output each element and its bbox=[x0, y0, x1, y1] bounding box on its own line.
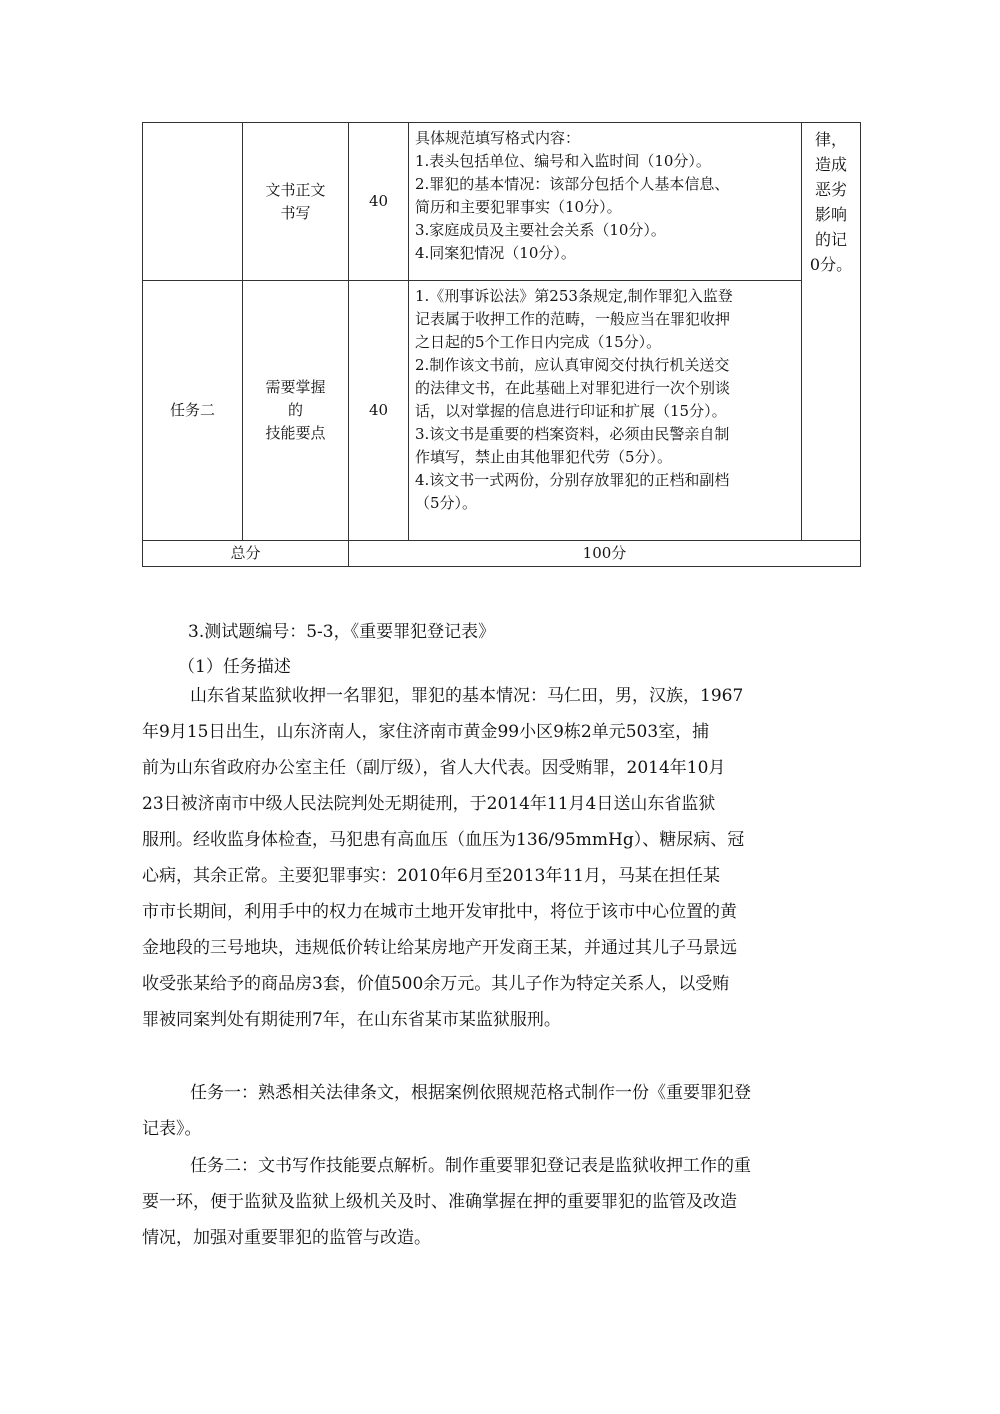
paragraph-line: 市市长期间，利用手中的权力在城市土地开发审批中，将位于该市中心位置的黄 bbox=[142, 902, 737, 922]
remark-line: 律， bbox=[814, 130, 847, 149]
criteria-line: 2.制作该文书前，应认真审阅交付执行机关送交 bbox=[415, 356, 730, 374]
paragraph-line: 前为山东省政府办公室主任（副厅级），省人大代表。因受贿罪，2014年10月 bbox=[142, 758, 726, 778]
table-row bbox=[143, 281, 861, 541]
item-label-line: 技能要点 bbox=[265, 424, 326, 442]
scoring-table bbox=[142, 122, 861, 567]
score-cell: 40 bbox=[349, 281, 409, 541]
remark-line: 0分。 bbox=[809, 255, 853, 274]
criteria-line: 3.家庭成员及主要社会关系（10分）。 bbox=[415, 221, 666, 239]
criteria-line: 话，以对掌握的信息进行印证和扩展（15分）。 bbox=[415, 402, 727, 420]
item-label-line: 需要掌握 bbox=[265, 378, 326, 396]
criteria-line: 之日起的5个工作日内完成（15分）。 bbox=[415, 333, 662, 351]
paragraph-line: 山东省某监狱收押一名罪犯，罪犯的基本情况：马仁田，男，汉族，1967 bbox=[190, 686, 744, 706]
total-value-cell: 100分 bbox=[349, 541, 861, 567]
criteria-line: 1.表头包括单位、编号和入监时间（10分）。 bbox=[415, 152, 711, 170]
criteria-line: 4.该文书一式两份，分别存放罪犯的正档和副档 bbox=[415, 471, 730, 489]
criteria-line: 记表属于收押工作的范畴，一般应当在罪犯收押 bbox=[415, 310, 731, 328]
paragraph-line: 记表》。 bbox=[142, 1119, 202, 1139]
paragraph-line: 要一环，便于监狱及监狱上级机关及时、准确掌握在押的重要罪犯的监管及改造 bbox=[142, 1192, 737, 1212]
criteria-line: 2.罪犯的基本情况：该部分包括个人基本信息、 bbox=[415, 175, 730, 193]
criteria-line: 简历和主要犯罪事实（10分）。 bbox=[415, 198, 622, 216]
criteria-line: 具体规范填写格式内容： bbox=[415, 129, 581, 147]
section-heading: 3.测试题编号：5-3，《重要罪犯登记表》 bbox=[188, 622, 496, 642]
paragraph-line: 年9月15日出生，山东济南人，家住济南市黄金99小区9栋2单元503室，捕 bbox=[142, 722, 710, 742]
paragraph-line: 收受张某给予的商品房3套，价值500余万元。其儿子作为特定关系人，以受贿 bbox=[142, 974, 730, 994]
paragraph-line: 金地段的三号地块，违规低价转让给某房地产开发商王某，并通过其儿子马景远 bbox=[142, 938, 737, 958]
criteria-line: 3.该文书是重要的档案资料，必须由民警亲自制 bbox=[415, 425, 730, 443]
item-label-line: 的 bbox=[287, 401, 303, 419]
paragraph-line: 心病，其余正常。主要犯罪事实：2010年6月至2013年11月，马某在担任某 bbox=[142, 866, 720, 886]
task-two bbox=[142, 1148, 862, 1256]
criteria-line: 作填写，禁止由其他罪犯代劳（5分）。 bbox=[415, 448, 673, 466]
paragraph-line: 任务二：文书写作技能要点解析。制作重要罪犯登记表是监狱收押工作的重 bbox=[190, 1156, 751, 1176]
item-label-cell bbox=[243, 123, 349, 281]
criteria-line: （5分）。 bbox=[415, 494, 478, 512]
task-description bbox=[142, 678, 862, 1038]
criteria-line: 4.同案犯情况（10分）。 bbox=[415, 244, 576, 262]
item-label-cell bbox=[243, 281, 349, 541]
subheading: （1）任务描述 bbox=[178, 657, 291, 677]
criteria-line: 1.《刑事诉讼法》第253条规定,制作罪犯入监登 bbox=[415, 287, 733, 305]
criteria-cell bbox=[409, 123, 802, 281]
total-label-cell: 总分 bbox=[143, 541, 349, 567]
table-row bbox=[143, 123, 861, 281]
paragraph-line: 23日被济南市中级人民法院判处无期徒刑，于2014年11月4日送山东省监狱 bbox=[142, 794, 716, 814]
remark-cell bbox=[802, 123, 861, 541]
item-label-line: 书写 bbox=[280, 203, 311, 222]
task-cell: 任务二 bbox=[143, 281, 243, 541]
paragraph-line: 服刑。经收监身体检查，马犯患有高血压（血压为136/95mmHg）、糖尿病、冠 bbox=[142, 830, 745, 850]
score-cell: 40 bbox=[349, 123, 409, 281]
remark-line: 造成 bbox=[814, 155, 847, 174]
criteria-line: 的法律文书，在此基础上对罪犯进行一次个别谈 bbox=[415, 379, 731, 397]
table-row bbox=[143, 541, 861, 567]
paragraph-line: 情况，加强对重要罪犯的监管与改造。 bbox=[142, 1228, 431, 1248]
paragraph-line: 任务一：熟悉相关法律条文，根据案例依照规范格式制作一份《重要罪犯登 bbox=[190, 1083, 751, 1103]
remark-line: 恶劣 bbox=[814, 180, 847, 199]
task-one bbox=[142, 1075, 862, 1147]
remark-line: 影响 bbox=[814, 205, 847, 224]
item-label-line: 文书正文 bbox=[265, 180, 326, 199]
task-cell-empty bbox=[143, 123, 243, 281]
paragraph-line: 罪被同案判处有期徒刑7年，在山东省某市某监狱服刑。 bbox=[142, 1010, 561, 1030]
remark-line: 的记 bbox=[814, 230, 847, 249]
criteria-cell bbox=[409, 281, 802, 541]
